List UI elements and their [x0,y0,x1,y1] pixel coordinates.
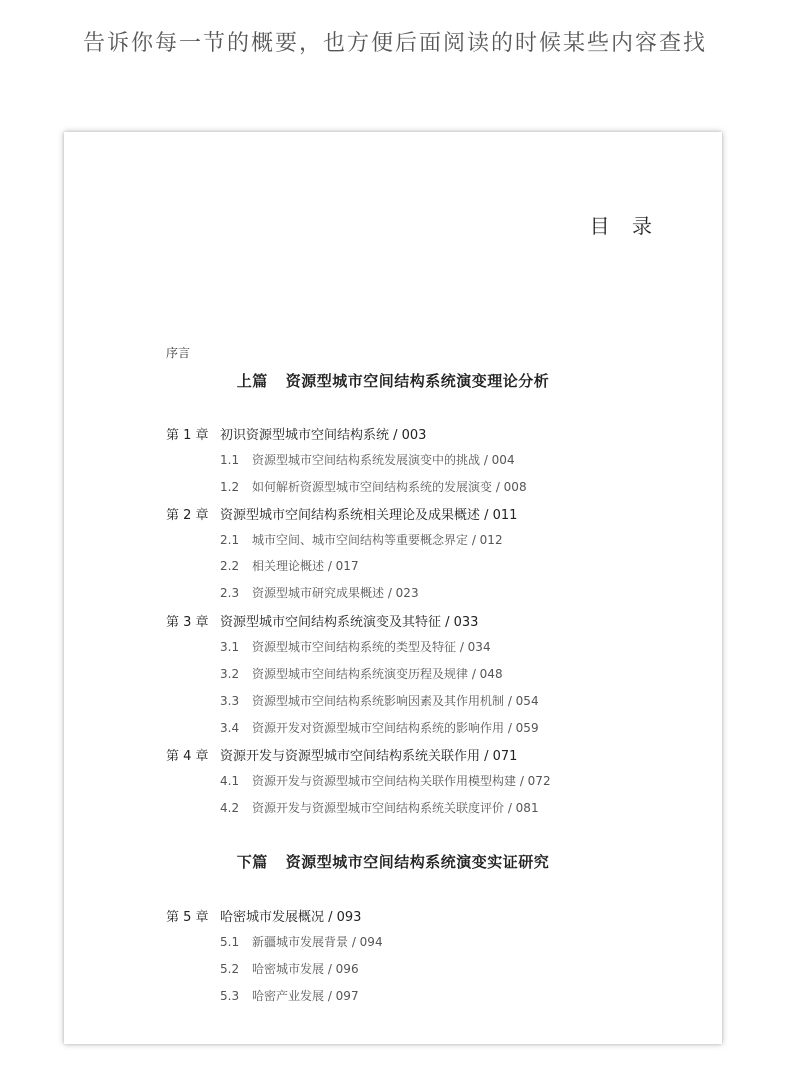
page-caption: 告诉你每一节的概要，也方便后面阅读的时候某些内容查找 [82,31,707,56]
toc-title: 目 录 [589,214,660,238]
section-row [220,799,539,816]
section-title: 资源开发与资源型城市空间结构关联作用模型构建 / 072 [252,774,551,788]
chapter-title: 哈密城市发展概况 / 093 [220,910,362,925]
section-row [220,531,503,548]
section-title: 哈密产业发展 / 097 [252,989,359,1003]
section-title: 城市空间、城市空间结构等重要概念界定 / 012 [252,533,503,547]
part-label: 上篇 [236,372,268,390]
section-number: 5.3 [220,989,240,1003]
section-number: 2.1 [220,533,240,547]
section-row [220,772,551,789]
chapter-title: 资源开发与资源型城市空间结构系统关联作用 / 071 [220,749,518,764]
book-page [64,132,722,1044]
part-title: 资源型城市空间结构系统演变实证研究 [285,853,550,871]
section-title: 哈密城市发展 / 096 [252,962,359,976]
section-row [220,987,359,1004]
part-title: 资源型城市空间结构系统演变理论分析 [285,372,550,390]
section-number: 2.2 [220,559,240,573]
section-number: 3.3 [220,694,240,708]
section-number: 4.1 [220,774,240,788]
section-row [220,960,359,977]
chapter-row [166,424,426,443]
chapter-title: 资源型城市空间结构系统相关理论及成果概述 / 011 [220,508,518,523]
chapter-number: 第 5 章 [166,910,209,925]
section-number: 5.1 [220,935,240,949]
section-number: 3.4 [220,721,240,735]
section-row [220,451,515,468]
toc-preface: 序言 [166,346,191,360]
section-title: 资源型城市空间结构系统的类型及特征 / 034 [252,640,491,654]
section-number: 5.2 [220,962,240,976]
section-title: 相关理论概述 / 017 [252,559,359,573]
section-row [220,638,491,655]
section-row [220,933,383,950]
chapter-number: 第 1 章 [166,428,209,443]
chapter-title: 资源型城市空间结构系统演变及其特征 / 033 [220,615,479,630]
section-number: 4.2 [220,801,240,815]
section-row [220,478,527,495]
section-title: 资源型城市空间结构系统影响因素及其作用机制 / 054 [252,694,539,708]
part-label: 下篇 [236,853,268,871]
section-number: 1.2 [220,480,240,494]
section-row [220,557,359,574]
chapter-row [166,611,478,630]
part-heading-1 [64,370,722,391]
section-number: 2.3 [220,586,240,600]
chapter-row [166,906,361,925]
section-number: 3.2 [220,667,240,681]
section-number: 3.1 [220,640,240,654]
section-row [220,719,539,736]
section-row [220,692,539,709]
section-row [220,665,503,682]
section-title: 如何解析资源型城市空间结构系统的发展演变 / 008 [252,480,527,494]
section-number: 1.1 [220,453,240,467]
chapter-title: 初识资源型城市空间结构系统 / 003 [220,428,427,443]
section-title: 资源型城市研究成果概述 / 023 [252,586,419,600]
chapter-row [166,504,517,523]
section-row [220,584,419,601]
chapter-number: 第 2 章 [166,508,209,523]
section-title: 资源开发对资源型城市空间结构系统的影响作用 / 059 [252,721,539,735]
section-title: 新疆城市发展背景 / 094 [252,935,383,949]
chapter-row [166,745,517,764]
chapter-number: 第 4 章 [166,749,209,764]
section-title: 资源型城市空间结构系统演变历程及规律 / 048 [252,667,503,681]
section-title: 资源开发与资源型城市空间结构系统关联度评价 / 081 [252,801,539,815]
chapter-number: 第 3 章 [166,615,209,630]
section-title: 资源型城市空间结构系统发展演变中的挑战 / 004 [252,453,515,467]
part-heading-2 [64,851,722,872]
